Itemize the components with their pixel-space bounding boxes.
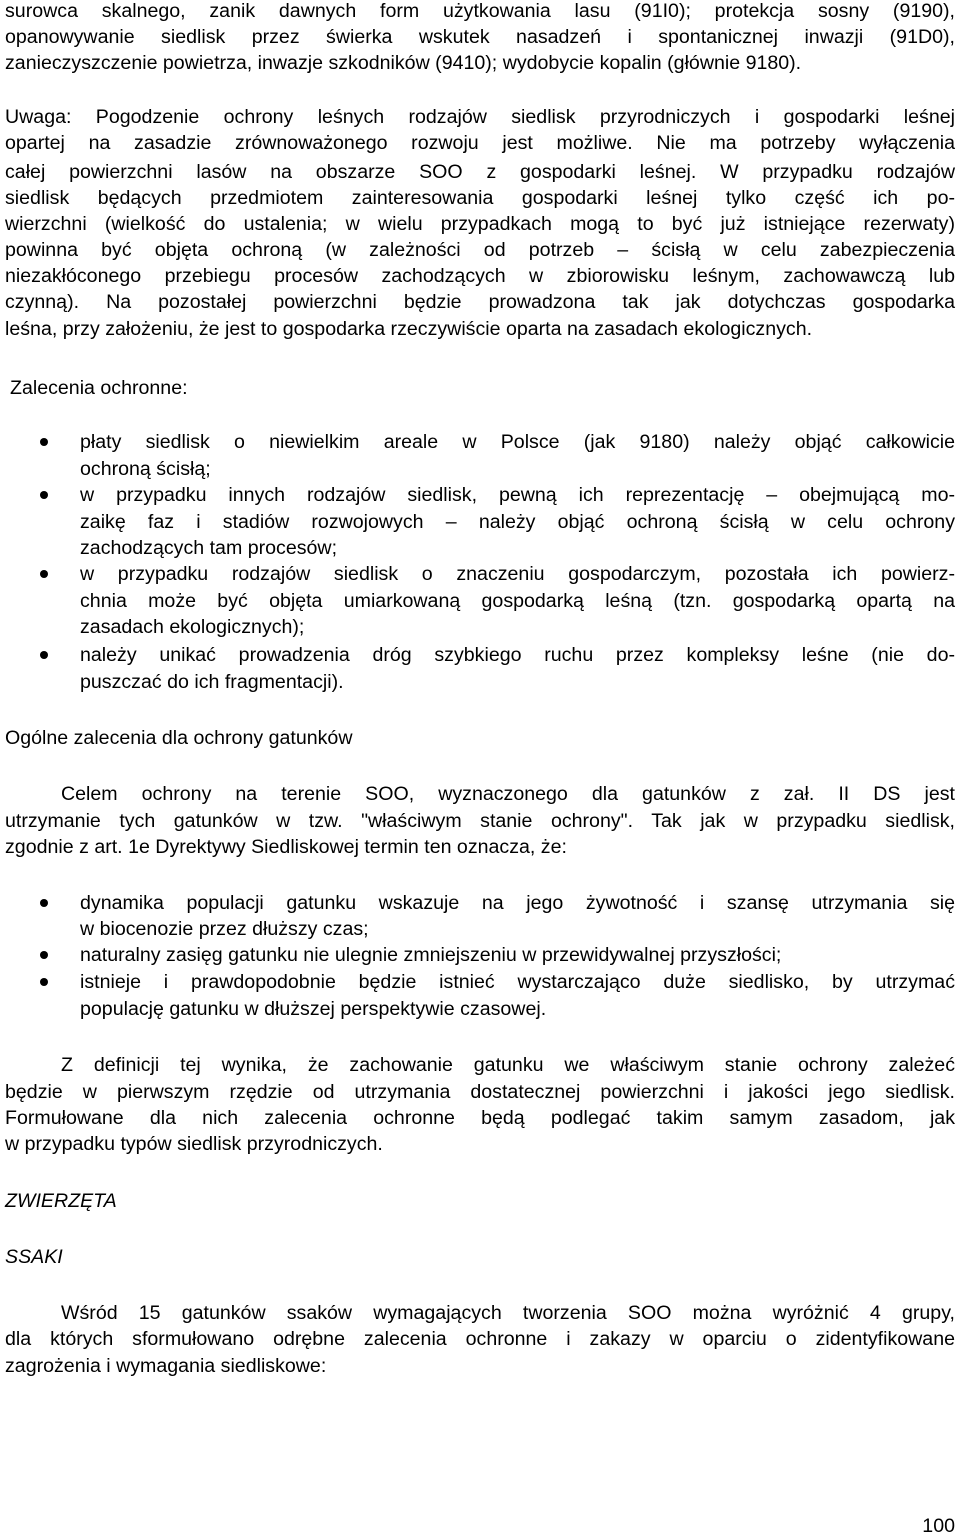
section-heading: Ogólne zalecenia dla ochrony gatunków <box>5 727 353 749</box>
paragraph-line: zanieczyszczenie powietrza, inwazje szkodników (9410); wydobycie kopalin (głównie 9180). <box>5 52 802 74</box>
paragraph-line: niezakłóconego przebiegu procesów zachodzących w zbiorowisku leśnym, zachowawczą lub <box>5 265 955 287</box>
bullet-icon <box>40 491 48 499</box>
bullet-icon <box>40 951 48 959</box>
list-item-line: płaty siedlisk o niewielkim areale w Polsce (jak 9180) należy objąć całkowicie <box>80 431 955 453</box>
paragraph-line: zagrożenia i wymagania siedliskowe: <box>5 1355 327 1377</box>
list-item-line: populację gatunku w dłuższej perspektywie czasowej. <box>80 998 547 1020</box>
paragraph-line: opartej na zasadzie zrównoważonego rozwoju jest możliwe. Nie ma potrzeby wyłączenia <box>5 132 955 154</box>
list-item-line: ochroną ścisłą; <box>80 458 211 480</box>
paragraph-line: dla których sformułowano odrębne zalecenia ochronne i zakazy w oparciu o zidentyfikowane <box>5 1328 955 1350</box>
list-item-line: chnia może być objęta umiarkowaną gospodarką leśną (tzn. gospodarką opartą na <box>80 590 955 612</box>
list-item-line: zaikę faz i stadiów rozwojowych – należy objąć ochroną ścisłą w celu ochrony <box>80 511 955 533</box>
paragraph-line: powinna być objęta ochroną (w zależności od potrzeb – ścisłą w celu zabezpieczenia <box>5 239 955 261</box>
list-item-line: dynamika populacji gatunku wskazuje na jego żywotność i szansę utrzymania się <box>80 892 955 914</box>
list-item-line: zasadach ekologicznych); <box>80 616 305 638</box>
paragraph-line: Formułowane dla nich zalecenia ochronne będą podlegać takim samym zasadom, jak <box>5 1107 955 1129</box>
bullet-icon <box>40 438 48 446</box>
paragraph-line: Celem ochrony na terenie SOO, wyznaczonego dla gatunków z zał. II DS jest <box>61 783 955 805</box>
list-item-line: istnieje i prawdopodobnie będzie istnieć wystarczająco duże siedlisko, by utrzymać <box>80 971 955 993</box>
paragraph-line: czynną). Na pozostałej powierzchni będzie prowadzona tak jak dotychczas gospodarka <box>5 291 955 313</box>
bullet-icon <box>40 570 48 578</box>
paragraph-line: będzie w pierwszym rzędzie od utrzymania dostatecznej powierzchni i jakości jego siedlisk. <box>5 1081 955 1103</box>
paragraph-line: Uwaga: Pogodzenie ochrony leśnych rodzajów siedlisk przyrodniczych i gospodarki leśnej <box>5 106 955 128</box>
paragraph-line: zgodnie z art. 1e Dyrektywy Siedliskowej termin ten oznacza, że: <box>5 836 567 858</box>
paragraph-line: Wśród 15 gatunków ssaków wymagających tworzenia SOO można wyróżnić 4 grupy, <box>61 1302 955 1324</box>
paragraph-line: Z definicji tej wynika, że zachowanie gatunku we właściwym stanie ochrony zależeć <box>61 1054 955 1076</box>
bullet-icon <box>40 651 48 659</box>
section-heading: ZWIERZĘTA <box>5 1190 117 1212</box>
paragraph-line: w przypadku typów siedlisk przyrodniczych. <box>5 1133 383 1155</box>
list-item-line: zachodzących tam procesów; <box>80 537 338 559</box>
bullet-icon <box>40 899 48 907</box>
paragraph-line: wierzchni (wielkość do ustalenia; w wielu przypadkach mogą to być już istniejące rezerwaty) <box>5 213 955 235</box>
list-item-line: w biocenozie przez dłuższy czas; <box>80 918 369 940</box>
paragraph-line: opanowywanie siedlisk przez świerka wskutek nasadzeń i spontanicznej inwazji (91D0), <box>5 26 955 48</box>
list-item-line: puszczać do ich fragmentacji). <box>80 671 344 693</box>
paragraph-line: całej powierzchni lasów na obszarze SOO z gospodarki leśnej. W przypadku rodzajów <box>5 161 955 183</box>
subsection-heading: SSAKI <box>5 1246 63 1268</box>
bullet-icon <box>40 978 48 986</box>
list-item-line: naturalny zasięg gatunku nie ulegnie zmniejszeniu w przewidywalnej przyszłości; <box>80 944 782 966</box>
paragraph-line: utrzymanie tych gatunków w tzw. "właściwym stanie ochrony". Tak jak w przypadku siedlisk, <box>5 810 955 832</box>
section-heading: Zalecenia ochronne: <box>10 377 188 399</box>
list-item-line: w przypadku rodzajów siedlisk o znaczeniu gospodarczym, pozostała ich powierz- <box>80 563 955 585</box>
list-item-line: należy unikać prowadzenia dróg szybkiego ruchu przez kompleksy leśne (nie do- <box>80 644 955 666</box>
paragraph-line: leśna, przy założeniu, że jest to gospodarka rzeczywiście oparta na zasadach ekologicznych. <box>5 318 813 340</box>
page-number: 100 <box>922 1515 955 1537</box>
list-item-line: w przypadku innych rodzajów siedlisk, pewną ich reprezentację – obejmującą mo- <box>80 484 955 506</box>
paragraph-line: siedlisk będących przedmiotem zainteresowania gospodarki leśnej tylko część ich po- <box>5 187 955 209</box>
paragraph-line: surowca skalnego, zanik dawnych form użytkowania lasu (91I0); protekcja sosny (9190), <box>5 0 955 22</box>
